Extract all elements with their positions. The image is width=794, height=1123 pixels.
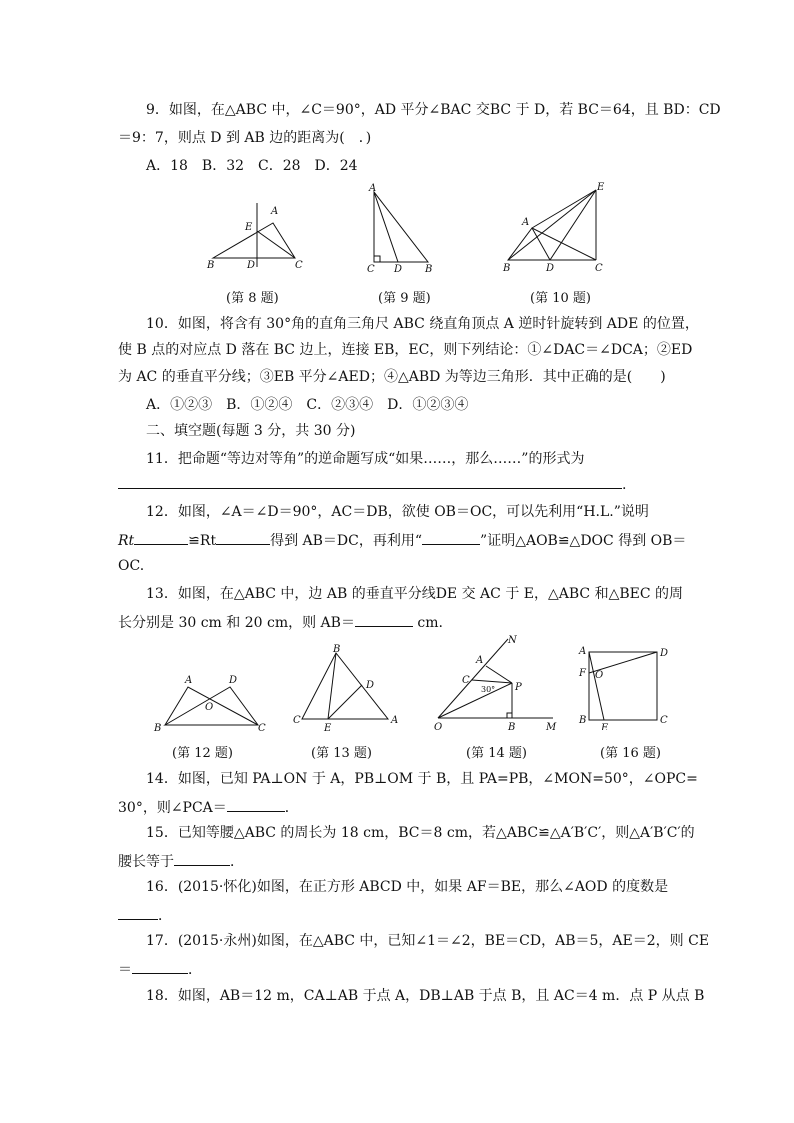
fig10-caption: (第 10 题) xyxy=(530,291,591,306)
fig9-right-angle xyxy=(374,256,380,262)
q18-line1: 18．如图，AB＝12 m，CA⊥AB 于点 A，DB⊥AB 于点 B，且 AC＝4 m．点 P 从点 B xyxy=(146,988,705,1004)
q11-answer-blank[interactable] xyxy=(118,474,622,489)
fig14-angle-label: 30° xyxy=(481,685,496,694)
fig10-label-a: A xyxy=(522,217,530,228)
q12-line1: 12．如图，∠A＝∠D＝90°，AC＝DB，欲使 OB＝OC，可以先利用“H.L.”说明 xyxy=(146,504,649,520)
fig9-label-b: B xyxy=(425,264,433,275)
fig9-label-c: C xyxy=(367,264,375,275)
fig10-label-e: E xyxy=(597,182,605,193)
section-2-heading: 二、填空题(每题 3 分，共 30 分) xyxy=(146,423,356,439)
fig9-label-a: A xyxy=(369,183,377,194)
figure-10 xyxy=(500,180,610,275)
figure-9 xyxy=(362,182,442,277)
q9-line1: 9．如图，在△ABC 中，∠C＝90°，AD 平分∠BAC 交BC 于 D，若 BC＝64，且 BD：CD xyxy=(146,102,721,118)
figure-12 xyxy=(150,670,270,735)
fig16-segment-ae xyxy=(589,652,604,720)
q14-blank[interactable] xyxy=(227,797,285,812)
fig14-label-p: P xyxy=(515,682,522,693)
q17-blank[interactable] xyxy=(132,959,188,974)
fig8-label-c: C xyxy=(295,260,303,271)
fig13-triangle xyxy=(302,653,388,719)
q10-line1: 10．如图，将含有 30°角的直角三角尺 ABC 绕直角顶点 A 逆时针旋转到 ADE 的位置， xyxy=(146,316,699,332)
figure-14 xyxy=(428,633,563,733)
fig10-triangle-abc xyxy=(508,228,596,260)
fig14-right-angle-b xyxy=(507,713,512,718)
fig13-label-c: C xyxy=(293,715,301,726)
q12-blank-2[interactable] xyxy=(216,530,270,545)
fig10-segment-ae xyxy=(532,190,596,228)
fig14-label-a: A xyxy=(476,655,484,666)
q16-line1: 16．(2015·怀化)如图，在正方形 ABCD 中，如果 AF＝BE，那么∠AOD 的度数是 xyxy=(146,879,669,895)
q16-blank[interactable] xyxy=(118,905,158,920)
q12-blank-1[interactable] xyxy=(134,530,188,545)
q17-line2: ＝ ． xyxy=(118,959,202,979)
q15-line2: 腰长等于 ． xyxy=(118,851,244,871)
fig16-label-e: E xyxy=(601,723,609,730)
fig13-segment-ed xyxy=(328,685,362,719)
fig13-segment-be xyxy=(328,653,336,719)
fig14-caption: (第 14 题) xyxy=(466,746,527,761)
q14-line2: 30°，则∠PCA＝ ． xyxy=(118,797,299,817)
q11-line2: . xyxy=(118,474,626,494)
fig16-label-c: C xyxy=(660,715,668,726)
q12-blank-3[interactable] xyxy=(422,530,480,545)
q14-line1: 14．如图，已知 PA⊥ON 于 A，PB⊥OM 于 B，且 PA=PB，∠MON=50°，∠OPC= xyxy=(146,771,698,787)
fig10-label-b: B xyxy=(503,263,511,274)
q15-line1: 15．已知等腰△ABC 的周长为 18 cm，BC＝8 cm，若△ABC≌△A′B′C′，则△A′B′C′的 xyxy=(146,825,695,841)
fig12-label-a: A xyxy=(185,675,193,686)
q13-blank[interactable] xyxy=(355,612,413,627)
fig12-caption: (第 12 题) xyxy=(172,746,233,761)
fig13-label-e: E xyxy=(324,723,332,733)
q10-line3: 为 AC 的垂直平分线；③EB 平分∠AED；④△ABD 为等边三角形．其中正确的是( ) xyxy=(118,369,666,385)
fig8-caption: (第 8 题) xyxy=(226,291,279,306)
fig16-label-a: A xyxy=(579,646,587,657)
fig8-label-d: D xyxy=(247,260,256,271)
fig14-label-m: M xyxy=(546,722,557,733)
q16-line2: ． xyxy=(118,905,172,925)
q17-line1: 17．(2015·永州)如图，在△ABC 中，已知∠1＝∠2，BE＝CD，AB＝5，AE＝2，则 CE xyxy=(146,933,710,949)
fig12-label-d: D xyxy=(229,675,238,686)
q13-line2: 长分别是 30 cm 和 20 cm，则 AB＝ cm. xyxy=(118,612,443,632)
q10-options: A．①②③ B．①②④ C．②③④ D．①②③④ xyxy=(146,397,469,413)
fig10-label-d: D xyxy=(546,263,555,274)
fig16-label-d: D xyxy=(660,648,669,659)
q12-line2: Rt ≌Rt 得到 AB＝DC，再利用“ ”证明△AOB≌△DOC 得到 OB＝ xyxy=(118,530,686,550)
fig13-label-a: A xyxy=(391,715,399,726)
fig8-label-e: E xyxy=(245,222,253,233)
fig10-segment-de xyxy=(550,190,596,260)
fig9-label-d: D xyxy=(394,264,403,275)
fig13-caption: (第 13 题) xyxy=(311,746,372,761)
fig14-label-o: O xyxy=(434,722,443,733)
q9-options: A．18 B．32 C．28 D．24 xyxy=(146,158,358,174)
fig13-label-d: D xyxy=(366,680,375,691)
fig16-caption: (第 16 题) xyxy=(600,746,661,761)
q10-line2: 使 B 点的对应点 D 落在 BC 边上，连接 EB，EC，则下列结论：①∠DAC＝∠DCA；②ED xyxy=(118,342,693,358)
fig9-triangle xyxy=(374,192,428,262)
fig16-label-f: F xyxy=(579,668,586,679)
fig12-label-c: C xyxy=(258,723,266,734)
fig13-label-b: B xyxy=(333,644,341,655)
fig10-label-c: C xyxy=(595,263,603,274)
q15-blank[interactable] xyxy=(174,851,230,866)
fig8-triangle xyxy=(213,223,295,258)
fig14-segment-pc xyxy=(472,680,512,683)
fig14-segment-pa xyxy=(486,666,512,683)
fig14-label-c: C xyxy=(462,675,470,686)
fig8-label-b: B xyxy=(207,260,215,271)
q12-line3: OC. xyxy=(118,558,145,574)
fig14-ray-on xyxy=(438,639,508,718)
fig9-bisector-ad xyxy=(374,192,398,262)
figure-13 xyxy=(290,643,405,733)
q13-line1: 13．如图，在△ABC 中，边 AB 的垂直平分线DE 交 AC 于 E，△ABC 和△BEC 的周 xyxy=(146,586,684,602)
fig8-label-a: A xyxy=(271,206,279,217)
fig14-label-n: N xyxy=(508,635,517,646)
figure-8 xyxy=(205,203,315,273)
fig9-caption: (第 9 题) xyxy=(378,291,431,306)
fig14-label-b: B xyxy=(508,722,516,733)
fig8-segment-ec xyxy=(257,231,295,258)
q11-line1: 11．把命题“等边对等角”的逆命题写成“如果……，那么……”的形式为 xyxy=(146,451,585,467)
fig12-label-b: B xyxy=(154,723,162,734)
figure-16 xyxy=(574,640,674,730)
q9-line2: ＝9：7，则点 D 到 AB 边的距离为( ．) xyxy=(118,130,372,146)
fig12-label-o: O xyxy=(205,702,214,713)
fig16-label-o: O xyxy=(595,670,604,681)
fig16-label-b: B xyxy=(579,715,587,726)
fig14-segment-op xyxy=(438,683,512,718)
